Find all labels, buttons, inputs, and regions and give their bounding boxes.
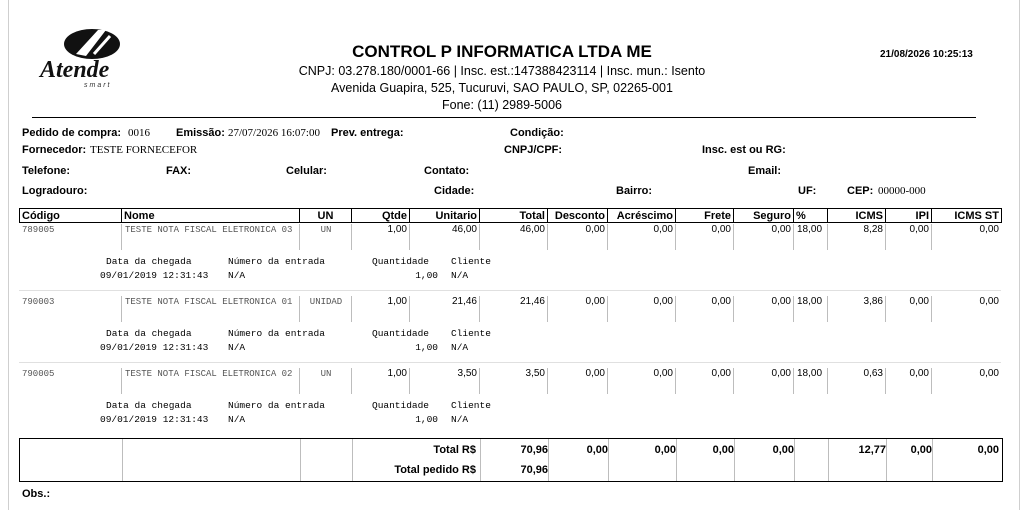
contato-label: Contato: (424, 165, 470, 177)
cell-qtde: 1,00 (351, 224, 410, 250)
cell-pct: 18,00 (793, 296, 828, 322)
email-label: Email: (748, 165, 782, 177)
col-codigo: Código (20, 209, 122, 223)
sub-data-chegada: 09/01/2019 12:31:43 (100, 414, 209, 425)
total-ipi: 0,00 (910, 444, 932, 456)
col-un: UN (300, 209, 352, 223)
emissao-label: Emissão: (176, 127, 225, 139)
col-qtde: Qtde (352, 209, 410, 223)
sub-cliente: N/A (451, 270, 469, 281)
sub-header-cliente: Cliente (451, 328, 491, 339)
telefone-label: Telefone: (22, 165, 71, 177)
company-phone: Fone: (11) 2989-5006 (442, 98, 562, 112)
total-pedido-label: Total pedido R$ (394, 464, 476, 476)
sub-header-quantidade: Quantidade (372, 256, 430, 267)
col-icms-st: ICMS ST (932, 209, 1002, 223)
sub-quantidade: 1,00 (415, 270, 438, 281)
bairro-label: Bairro: (616, 185, 653, 197)
cell-codigo: 789005 (22, 225, 55, 235)
condicao-label: Condição: (510, 127, 564, 139)
fornecedor-label: Fornecedor: (22, 144, 87, 156)
cell-un: UNIDAD (299, 296, 352, 322)
total-acrescimo: 0,00 (654, 444, 676, 456)
pedido-value: 0016 (128, 127, 150, 139)
cell-ipi: 0,00 (885, 296, 932, 322)
cell-unitario: 21,46 (409, 296, 480, 322)
print-datetime: 21/08/2026 10:25:13 (880, 49, 973, 60)
cell-desconto: 0,00 (547, 368, 608, 394)
row-separator (19, 362, 1001, 363)
fax-label: FAX: (166, 165, 192, 177)
col-seguro: Seguro (734, 209, 794, 223)
pedido-label: Pedido de compra: (22, 127, 122, 139)
atende-logo (36, 24, 156, 90)
total-frete: 0,00 (712, 444, 734, 456)
insc-label: Insc. est ou RG: (702, 144, 786, 156)
celular-label: Celular: (286, 165, 327, 177)
sub-numero-entrada: N/A (228, 342, 246, 353)
sub-header-quantidade: Quantidade (372, 400, 430, 411)
total-label: Total R$ (433, 444, 476, 456)
cnpj-cpf-label: CNPJ/CPF: (504, 144, 563, 156)
cell-un: UN (299, 368, 352, 394)
sub-data-chegada: 09/01/2019 12:31:43 (100, 270, 209, 281)
sub-header-quantidade: Quantidade (372, 328, 430, 339)
sub-header-cliente: Cliente (451, 256, 491, 267)
cell-unitario: 3,50 (409, 368, 480, 394)
cell-codigo: 790005 (22, 369, 55, 379)
cell-acrescimo: 0,00 (607, 224, 676, 250)
cell-ipi: 0,00 (885, 224, 932, 250)
cell-icms: 3,86 (827, 296, 886, 322)
prev-entrega-label: Prev. entrega: (331, 127, 404, 139)
cell-icms_st: 0,00 (931, 296, 1002, 322)
total-value: 70,96 (520, 444, 548, 456)
uf-label: UF: (798, 185, 817, 197)
total-icms-st: 0,00 (977, 444, 999, 456)
cell-frete: 0,00 (675, 368, 734, 394)
cell-qtde: 1,00 (351, 296, 410, 322)
cell-seguro: 0,00 (733, 368, 794, 394)
sub-header-cliente: Cliente (451, 400, 491, 411)
company-name: CONTROL P INFORMATICA LTDA ME (352, 42, 652, 61)
sub-cliente: N/A (451, 414, 469, 425)
sub-header-numero: Número da entrada (228, 400, 325, 411)
sub-quantidade: 1,00 (415, 342, 438, 353)
items-header-row (20, 209, 1002, 223)
cell-pct: 18,00 (793, 368, 828, 394)
cell-seguro: 0,00 (733, 224, 794, 250)
cell-icms: 0,63 (827, 368, 886, 394)
cell-desconto: 0,00 (547, 224, 608, 250)
cep-label: CEP: (847, 185, 874, 197)
sub-cliente: N/A (451, 342, 469, 353)
cell-icms: 8,28 (827, 224, 886, 250)
cell-acrescimo: 0,00 (607, 296, 676, 322)
logradouro-label: Logradouro: (22, 185, 88, 197)
table-row (19, 368, 1001, 396)
logo-subtext: smart (84, 82, 112, 89)
cell-nome: TESTE NOTA FISCAL ELETRONICA 02 (121, 368, 300, 394)
total-icms: 12,77 (858, 444, 886, 456)
header-divider (32, 117, 976, 118)
col-percent: % (794, 209, 828, 223)
logo-text: Atende (40, 57, 110, 83)
col-ipi: IPI (886, 209, 932, 223)
col-icms: ICMS (828, 209, 886, 223)
sub-numero-entrada: N/A (228, 414, 246, 425)
col-nome: Nome (122, 209, 300, 223)
cell-total: 21,46 (479, 296, 548, 322)
cell-codigo: 790003 (22, 297, 55, 307)
total-pedido-value: 70,96 (520, 464, 548, 476)
sub-header-data: Data da chegada (106, 256, 192, 267)
cidade-label: Cidade: (434, 185, 475, 197)
emissao-value: 27/07/2026 16:07:00 (228, 127, 320, 139)
cell-un: UN (299, 224, 352, 250)
cell-pct: 18,00 (793, 224, 828, 250)
cell-icms_st: 0,00 (931, 224, 1002, 250)
sub-data-chegada: 09/01/2019 12:31:43 (100, 342, 209, 353)
items-table (19, 208, 1002, 223)
cep-value: 00000-000 (878, 185, 926, 197)
sub-quantidade: 1,00 (415, 414, 438, 425)
cell-nome: TESTE NOTA FISCAL ELETRONICA 01 (121, 296, 300, 322)
sub-header-numero: Número da entrada (228, 256, 325, 267)
cell-frete: 0,00 (675, 296, 734, 322)
col-frete: Frete (676, 209, 734, 223)
cell-seguro: 0,00 (733, 296, 794, 322)
cell-total: 46,00 (479, 224, 548, 250)
sub-numero-entrada: N/A (228, 270, 246, 281)
cell-icms_st: 0,00 (931, 368, 1002, 394)
row-separator (19, 290, 1001, 291)
sub-header-numero: Número da entrada (228, 328, 325, 339)
col-unitario: Unitario (410, 209, 480, 223)
sub-header-data: Data da chegada (106, 400, 192, 411)
cell-unitario: 46,00 (409, 224, 480, 250)
cell-desconto: 0,00 (547, 296, 608, 322)
col-desconto: Desconto (548, 209, 608, 223)
total-seguro: 0,00 (772, 444, 794, 456)
cell-acrescimo: 0,00 (607, 368, 676, 394)
company-address: Avenida Guapira, 525, Tucuruvi, SAO PAULO, SP, 02265-001 (331, 81, 673, 95)
table-row (19, 224, 1001, 252)
fornecedor-value: TESTE FORNECEFOR (90, 144, 198, 156)
cell-nome: TESTE NOTA FISCAL ELETRONICA 03 (121, 224, 300, 250)
col-acrescimo: Acréscimo (608, 209, 676, 223)
col-total: Total (480, 209, 548, 223)
cell-total: 3,50 (479, 368, 548, 394)
company-registration: CNPJ: 03.278.180/0001-66 | Insc. est.:147388423114 | Insc. mun.: Isento (298, 64, 706, 78)
cell-ipi: 0,00 (885, 368, 932, 394)
table-row (19, 296, 1001, 324)
sub-header-data: Data da chegada (106, 328, 192, 339)
totals-box (19, 438, 1003, 482)
cell-qtde: 1,00 (351, 368, 410, 394)
cell-frete: 0,00 (675, 224, 734, 250)
total-desconto: 0,00 (586, 444, 608, 456)
obs-label: Obs.: (22, 488, 51, 500)
